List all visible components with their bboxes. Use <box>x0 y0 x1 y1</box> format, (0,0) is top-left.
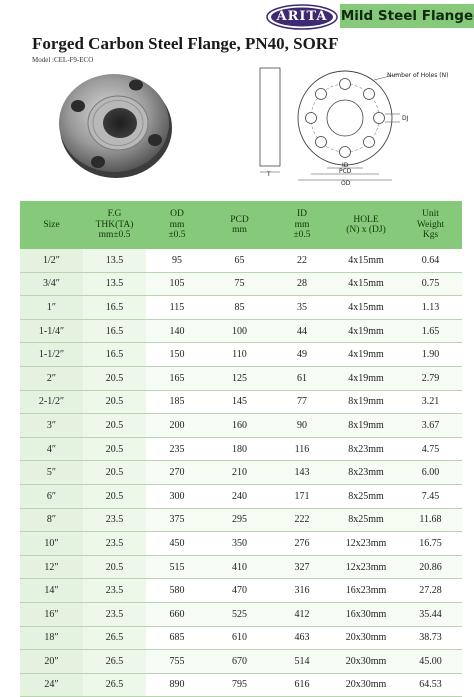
table-cell: 270 <box>146 461 208 485</box>
table-cell: 8x23mm <box>333 461 399 485</box>
table-cell: 4x19mm <box>333 343 399 367</box>
table-cell: 20.5 <box>83 437 146 461</box>
table-cell: 171 <box>271 484 333 508</box>
table-cell: 38.73 <box>399 626 462 650</box>
table-cell: 90 <box>271 414 333 438</box>
size-cell: 6″ <box>20 484 83 508</box>
table-cell: 26.5 <box>83 626 146 650</box>
holes-label: Number of Holes (N) <box>387 72 449 79</box>
table-row <box>20 602 462 626</box>
column-header: Unit Weight Kgs <box>399 201 462 249</box>
size-cell: 8″ <box>20 508 83 532</box>
column-header: OD mm ±0.5 <box>146 201 208 249</box>
table-cell: 200 <box>146 414 208 438</box>
table-cell: 16.75 <box>399 532 462 556</box>
table-cell: 20.5 <box>83 555 146 579</box>
table-cell: 77 <box>271 390 333 414</box>
size-cell: 16″ <box>20 602 83 626</box>
id-label: ID <box>342 162 349 169</box>
size-cell: 2″ <box>20 366 83 390</box>
dj-label: DJ <box>402 115 409 122</box>
table-cell: 276 <box>271 532 333 556</box>
table-cell: 0.75 <box>399 272 462 296</box>
table-cell: 525 <box>208 602 271 626</box>
table-cell: 64.53 <box>399 673 462 697</box>
table-cell: 13.5 <box>83 249 146 272</box>
table-cell: 4x19mm <box>333 319 399 343</box>
size-cell: 5″ <box>20 461 83 485</box>
table-cell: 4.75 <box>399 437 462 461</box>
table-cell: 316 <box>271 579 333 603</box>
table-cell: 514 <box>271 650 333 674</box>
table-cell: 12x23mm <box>333 532 399 556</box>
table-row <box>20 484 462 508</box>
table-cell: 105 <box>146 272 208 296</box>
table-cell: 20.5 <box>83 414 146 438</box>
table-cell: 470 <box>208 579 271 603</box>
table-cell: 375 <box>146 508 208 532</box>
table-cell: 165 <box>146 366 208 390</box>
table-row <box>20 508 462 532</box>
table-cell: 13.5 <box>83 272 146 296</box>
table-cell: 115 <box>146 296 208 320</box>
table-row <box>20 319 462 343</box>
table-cell: 616 <box>271 673 333 697</box>
table-cell: 145 <box>208 390 271 414</box>
table-cell: 327 <box>271 555 333 579</box>
table-row <box>20 579 462 603</box>
table-cell: 1.65 <box>399 319 462 343</box>
table-cell: 23.5 <box>83 508 146 532</box>
table-cell: 20.5 <box>83 366 146 390</box>
size-cell: 4″ <box>20 437 83 461</box>
size-cell: 3/4″ <box>20 272 83 296</box>
table-cell: 35.44 <box>399 602 462 626</box>
table-cell: 45.00 <box>399 650 462 674</box>
table-cell: 26.5 <box>83 673 146 697</box>
table-cell: 210 <box>208 461 271 485</box>
table-cell: 12x23mm <box>333 555 399 579</box>
column-header: F.G THK(TA) mm±0.5 <box>83 201 146 249</box>
size-cell: 24″ <box>20 673 83 697</box>
table-cell: 515 <box>146 555 208 579</box>
table-cell: 160 <box>208 414 271 438</box>
table-row <box>20 296 462 320</box>
table-cell: 4x19mm <box>333 366 399 390</box>
table-row <box>20 366 462 390</box>
table-cell: 49 <box>271 343 333 367</box>
table-cell: 20x30mm <box>333 626 399 650</box>
table-row <box>20 390 462 414</box>
size-cell: 2-1/2″ <box>20 390 83 414</box>
column-header: ID mm ±0.5 <box>271 201 333 249</box>
table-row <box>20 414 462 438</box>
column-header: Size <box>20 201 83 249</box>
t-label: T <box>267 171 271 178</box>
table-cell: 180 <box>208 437 271 461</box>
table-row <box>20 437 462 461</box>
table-cell: 3.21 <box>399 390 462 414</box>
table-row <box>20 272 462 296</box>
table-row <box>20 626 462 650</box>
table-cell: 28 <box>271 272 333 296</box>
table-cell: 8x19mm <box>333 414 399 438</box>
table-cell: 0.64 <box>399 249 462 272</box>
table-cell: 3.67 <box>399 414 462 438</box>
table-cell: 2.79 <box>399 366 462 390</box>
table-cell: 350 <box>208 532 271 556</box>
od-label: OD <box>341 180 351 186</box>
table-cell: 222 <box>271 508 333 532</box>
pcd-label: PCD <box>339 168 352 175</box>
table-cell: 410 <box>208 555 271 579</box>
table-cell: 670 <box>208 650 271 674</box>
size-cell: 3″ <box>20 414 83 438</box>
table-cell: 75 <box>208 272 271 296</box>
table-row <box>20 673 462 697</box>
table-cell: 685 <box>146 626 208 650</box>
table-row <box>20 343 462 367</box>
table-cell: 140 <box>146 319 208 343</box>
size-cell: 18″ <box>20 626 83 650</box>
size-cell: 1/2″ <box>20 249 83 272</box>
size-cell: 10″ <box>20 532 83 556</box>
table-cell: 85 <box>208 296 271 320</box>
table-cell: 4x15mm <box>333 249 399 272</box>
size-cell: 14″ <box>20 579 83 603</box>
table-cell: 35 <box>271 296 333 320</box>
table-cell: 100 <box>208 319 271 343</box>
logo-text: ARITA <box>276 9 328 24</box>
arita-logo <box>266 4 338 30</box>
table-cell: 23.5 <box>83 602 146 626</box>
size-cell: 1-1/2″ <box>20 343 83 367</box>
table-cell: 65 <box>208 249 271 272</box>
table-cell: 20x30mm <box>333 673 399 697</box>
table-cell: 116 <box>271 437 333 461</box>
size-cell: 1″ <box>20 296 83 320</box>
category-banner: Mild Steel Flange <box>340 4 474 28</box>
table-cell: 450 <box>146 532 208 556</box>
table-cell: 463 <box>271 626 333 650</box>
table-cell: 125 <box>208 366 271 390</box>
table-cell: 110 <box>208 343 271 367</box>
flange-photo <box>56 66 176 184</box>
table-cell: 4x15mm <box>333 296 399 320</box>
table-cell: 300 <box>146 484 208 508</box>
table-cell: 16.5 <box>83 296 146 320</box>
column-header: PCD mm <box>208 201 271 249</box>
table-cell: 240 <box>208 484 271 508</box>
table-cell: 20.5 <box>83 461 146 485</box>
table-cell: 20.86 <box>399 555 462 579</box>
table-cell: 16.5 <box>83 343 146 367</box>
table-cell: 11.68 <box>399 508 462 532</box>
model-number: Model :CEL-F9-ECO <box>32 56 94 64</box>
table-cell: 295 <box>208 508 271 532</box>
table-cell: 26.5 <box>83 650 146 674</box>
size-cell: 12″ <box>20 555 83 579</box>
table-cell: 22 <box>271 249 333 272</box>
table-cell: 143 <box>271 461 333 485</box>
table-cell: 150 <box>146 343 208 367</box>
table-cell: 610 <box>208 626 271 650</box>
table-cell: 20.5 <box>83 484 146 508</box>
size-cell: 20″ <box>20 650 83 674</box>
table-cell: 6.00 <box>399 461 462 485</box>
table-cell: 20.5 <box>83 390 146 414</box>
table-header-row <box>20 201 462 249</box>
flange-technical-drawing <box>250 66 472 186</box>
table-cell: 7.45 <box>399 484 462 508</box>
table-cell: 412 <box>271 602 333 626</box>
size-cell: 1-1/4″ <box>20 319 83 343</box>
table-cell: 1.13 <box>399 296 462 320</box>
table-row <box>20 532 462 556</box>
page-title: Forged Carbon Steel Flange, PN40, SORF <box>32 34 339 53</box>
table-cell: 1.90 <box>399 343 462 367</box>
table-row <box>20 461 462 485</box>
table-cell: 890 <box>146 673 208 697</box>
table-cell: 755 <box>146 650 208 674</box>
table-row <box>20 249 462 272</box>
table-cell: 23.5 <box>83 579 146 603</box>
table-cell: 23.5 <box>83 532 146 556</box>
table-cell: 580 <box>146 579 208 603</box>
table-cell: 61 <box>271 366 333 390</box>
table-cell: 95 <box>146 249 208 272</box>
table-cell: 8x19mm <box>333 390 399 414</box>
table-cell: 795 <box>208 673 271 697</box>
table-row <box>20 555 462 579</box>
column-header: HOLE (N) x (DJ) <box>333 201 399 249</box>
table-cell: 8x23mm <box>333 437 399 461</box>
specification-table <box>20 201 462 697</box>
table-cell: 44 <box>271 319 333 343</box>
table-cell: 16x23mm <box>333 579 399 603</box>
table-cell: 185 <box>146 390 208 414</box>
table-cell: 20x30mm <box>333 650 399 674</box>
table-cell: 8x25mm <box>333 484 399 508</box>
table-cell: 8x25mm <box>333 508 399 532</box>
table-cell: 16x30mm <box>333 602 399 626</box>
table-cell: 27.28 <box>399 579 462 603</box>
table-cell: 16.5 <box>83 319 146 343</box>
table-cell: 660 <box>146 602 208 626</box>
table-cell: 235 <box>146 437 208 461</box>
table-cell: 4x15mm <box>333 272 399 296</box>
